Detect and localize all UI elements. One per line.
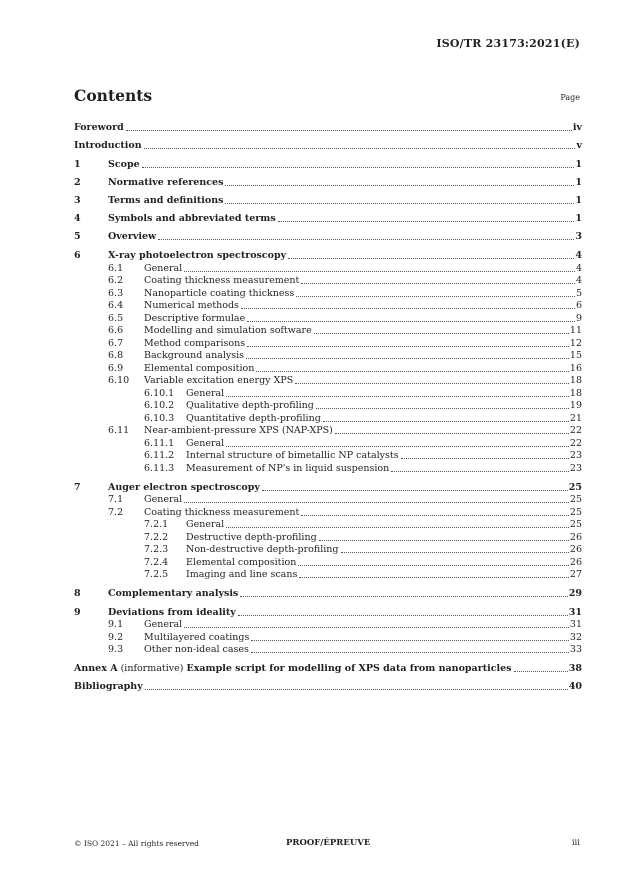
toc-entry[interactable] xyxy=(74,213,582,225)
toc-entry[interactable] xyxy=(74,681,582,693)
dot-leader xyxy=(316,408,569,409)
dot-leader xyxy=(288,258,574,259)
toc-entry-page[interactable]: 26 xyxy=(569,557,582,568)
toc-entry[interactable] xyxy=(74,482,582,494)
toc-entry-title[interactable]: Other non-ideal cases xyxy=(144,644,249,655)
toc-entry-number: 7.2.5 xyxy=(144,569,169,580)
toc-entry-annex-type: (informative) xyxy=(120,663,184,674)
toc-entry[interactable] xyxy=(74,494,582,506)
toc-entry-title[interactable]: Quantitative depth-profiling xyxy=(186,413,321,424)
toc-entry[interactable] xyxy=(74,313,582,325)
toc-entry-page[interactable]: 5 xyxy=(575,288,582,299)
dot-leader xyxy=(247,346,569,347)
toc-entry[interactable] xyxy=(74,325,582,337)
toc-entry-number: 7.2.4 xyxy=(144,557,169,568)
dot-leader xyxy=(514,671,568,672)
toc-entry-number: 7.2 xyxy=(108,507,124,518)
toc-entry-title[interactable]: Imaging and line scans xyxy=(186,569,298,580)
toc-entry-title[interactable]: Symbols and abbreviated terms xyxy=(108,213,276,224)
toc-entry-page[interactable]: 4 xyxy=(575,275,582,286)
toc-entry[interactable] xyxy=(74,413,582,425)
toc-entry-number: 1 xyxy=(74,159,81,170)
toc-entry-number: 6.11.1 xyxy=(144,438,175,449)
toc-entry-title[interactable]: Background analysis xyxy=(144,350,245,361)
toc-entry-page[interactable]: 4 xyxy=(575,263,582,274)
toc-entry-page[interactable]: 25 xyxy=(568,482,582,493)
toc-entry-number: 4 xyxy=(74,213,81,224)
dot-leader xyxy=(184,627,569,628)
toc-entry[interactable] xyxy=(74,263,582,275)
toc-entry-title[interactable]: Variable excitation energy XPS xyxy=(144,375,294,386)
document-id: ISO/TR 23173:2021(E) xyxy=(436,37,580,50)
dot-leader xyxy=(225,203,574,204)
toc-entry[interactable] xyxy=(74,507,582,519)
toc-entry-page[interactable]: 16 xyxy=(569,363,582,374)
toc-entry-page[interactable]: 25 xyxy=(569,507,582,518)
toc-entry-title[interactable]: General xyxy=(186,519,225,530)
toc-entry-page[interactable]: 1 xyxy=(575,213,582,224)
dot-leader xyxy=(241,308,575,309)
toc-entry-number: 6.11.2 xyxy=(144,450,175,461)
toc-entry-page[interactable]: 22 xyxy=(569,438,582,449)
toc-entry-number: 6.7 xyxy=(108,338,124,349)
toc-entry[interactable] xyxy=(74,159,582,171)
dot-leader xyxy=(145,689,568,690)
toc-entry-number: 6.5 xyxy=(108,313,124,324)
toc-entry-title[interactable]: Modelling and simulation software xyxy=(144,325,312,336)
toc-entry[interactable] xyxy=(74,663,582,675)
toc-entry-page[interactable]: 23 xyxy=(569,450,582,461)
toc-entry-title[interactable]: Introduction xyxy=(74,140,142,151)
toc-entry-number: 6.8 xyxy=(108,350,124,361)
dot-leader xyxy=(314,333,569,334)
toc-entry-page[interactable]: 6 xyxy=(575,300,582,311)
toc-entry[interactable] xyxy=(74,607,582,619)
toc-entry-page[interactable]: 33 xyxy=(569,644,582,655)
toc-entry-page[interactable]: 22 xyxy=(569,425,582,436)
toc-entry-title[interactable]: Coating thickness measurement xyxy=(144,507,300,518)
toc-entry-number: 7 xyxy=(74,482,81,493)
dot-leader xyxy=(246,358,569,359)
toc-entry-title[interactable]: Auger electron spectroscopy xyxy=(108,482,260,493)
toc-entry[interactable] xyxy=(74,350,582,362)
toc-entry-page[interactable]: iv xyxy=(572,122,582,133)
toc-entry-number: 5 xyxy=(74,231,81,242)
dot-leader xyxy=(247,321,575,322)
toc-entry[interactable] xyxy=(74,231,582,243)
dot-leader xyxy=(301,283,575,284)
toc-entry-title[interactable]: Complementary analysis xyxy=(108,588,239,599)
dot-leader xyxy=(296,296,575,297)
dot-leader xyxy=(401,458,569,459)
toc-entry-title[interactable]: Measurement of NP's in liquid suspension xyxy=(186,463,390,474)
toc-entry-page[interactable]: 18 xyxy=(569,388,582,399)
toc-entry-page[interactable]: 38 xyxy=(568,663,582,674)
toc-entry[interactable] xyxy=(74,250,582,262)
toc-entry-page[interactable]: 19 xyxy=(569,400,582,411)
toc-entry[interactable] xyxy=(74,177,582,189)
toc-entry[interactable] xyxy=(74,644,582,656)
toc-entry-number: 7.2.1 xyxy=(144,519,169,530)
toc-entry-title[interactable]: Method comparisons xyxy=(144,338,246,349)
toc-entry-number: 6.10.2 xyxy=(144,400,175,411)
toc-entry-number: 9 xyxy=(74,607,81,618)
dot-leader xyxy=(144,148,576,149)
toc-entry-page[interactable]: 25 xyxy=(569,494,582,505)
toc-entry-title[interactable]: Elemental composition xyxy=(144,363,255,374)
toc-entry-number: 7.2.3 xyxy=(144,544,169,555)
toc-entry-title[interactable]: General xyxy=(144,494,183,505)
toc-entry-title[interactable]: Normative references xyxy=(108,177,224,188)
toc-entry-page[interactable]: 31 xyxy=(569,619,582,630)
toc-entry-page[interactable]: 9 xyxy=(575,313,582,324)
toc-entry[interactable] xyxy=(74,463,582,475)
toc-entry-number: 6.1 xyxy=(108,263,124,274)
toc-entry-number: 6.11 xyxy=(108,425,130,436)
toc-entry-page[interactable]: 31 xyxy=(568,607,582,618)
toc-entry-title[interactable]: Internal structure of bimetallic NP catalysts xyxy=(186,450,399,461)
toc-entry-title[interactable]: General xyxy=(144,619,183,630)
dot-leader xyxy=(126,130,572,131)
dot-leader xyxy=(299,577,569,578)
dot-leader xyxy=(319,540,569,541)
toc-entry[interactable] xyxy=(74,122,582,134)
dot-leader xyxy=(298,565,569,566)
toc-entry-title[interactable]: Deviations from ideality xyxy=(108,607,236,618)
toc-entry-page[interactable]: 15 xyxy=(569,350,582,361)
toc-entry-number: 7.1 xyxy=(108,494,124,505)
toc-entry[interactable] xyxy=(74,140,582,152)
toc-entry[interactable] xyxy=(74,569,582,581)
toc-entry-title[interactable]: Non-destructive depth-profiling xyxy=(186,544,339,555)
toc-entry[interactable] xyxy=(74,300,582,312)
dot-leader xyxy=(251,652,569,653)
toc-entry-page[interactable]: 11 xyxy=(569,325,582,336)
toc-entry[interactable] xyxy=(74,438,582,450)
toc-entry-number: 6.6 xyxy=(108,325,124,336)
contents-title: Contents xyxy=(74,86,153,105)
dot-leader xyxy=(323,421,569,422)
toc-entry-number: 7.2.2 xyxy=(144,532,169,543)
toc-entry-page[interactable]: 40 xyxy=(568,681,582,692)
toc-entry[interactable] xyxy=(74,519,582,531)
toc-entry-title[interactable]: Elemental composition xyxy=(186,557,297,568)
toc-entry-number: 9.1 xyxy=(108,619,124,630)
dot-leader xyxy=(391,471,569,472)
toc-entry-title[interactable]: Destructive depth-profiling xyxy=(186,532,317,543)
toc-entry-page[interactable]: 23 xyxy=(569,463,582,474)
toc-entry-page[interactable]: 29 xyxy=(568,588,582,599)
toc-entry-page[interactable]: v xyxy=(576,140,582,151)
toc-entry-page[interactable]: 26 xyxy=(569,544,582,555)
dot-leader xyxy=(256,371,569,372)
toc-entry-page[interactable]: 1 xyxy=(575,177,582,188)
toc-entry-title[interactable]: Scope xyxy=(108,159,140,170)
dot-leader xyxy=(295,383,569,384)
toc-entry-number: 8 xyxy=(74,588,81,599)
toc-entry[interactable] xyxy=(74,288,582,300)
toc-entry-title[interactable]: General xyxy=(186,438,225,449)
dot-leader xyxy=(240,596,567,597)
toc-entry-number: 6.4 xyxy=(108,300,124,311)
footer-copyright: © ISO 2021 – All rights reserved xyxy=(74,839,199,848)
dot-leader xyxy=(278,221,575,222)
toc-entry-number: Annex A xyxy=(74,663,118,674)
toc-entry-number: 2 xyxy=(74,177,81,188)
toc-entry[interactable] xyxy=(74,544,582,556)
dot-leader xyxy=(262,490,568,491)
dot-leader xyxy=(335,433,569,434)
toc-entry-number: 6.2 xyxy=(108,275,124,286)
toc-entry-number: 6.10.1 xyxy=(144,388,175,399)
toc-entry-page[interactable]: 18 xyxy=(569,375,582,386)
toc-entry-title[interactable]: Multilayered coatings xyxy=(144,632,250,643)
toc-entry-title[interactable]: Bibliography xyxy=(74,681,143,692)
toc-entry-title[interactable]: Qualitative depth-profiling xyxy=(186,400,314,411)
toc-entry[interactable] xyxy=(74,632,582,644)
footer-proof-label: PROOF/ÉPREUVE xyxy=(286,838,371,848)
toc-entry-title[interactable]: Nanoparticle coating thickness xyxy=(144,288,295,299)
dot-leader xyxy=(341,552,569,553)
toc-entry[interactable] xyxy=(74,588,582,600)
toc-entry-title[interactable]: Coating thickness measurement xyxy=(144,275,300,286)
toc-entry-title[interactable]: Example script for modelling of XPS data from nanoparticles xyxy=(186,663,512,674)
toc-entry[interactable] xyxy=(74,363,582,375)
toc-entry-number: 6.9 xyxy=(108,363,124,374)
toc-entry[interactable] xyxy=(74,388,582,400)
toc-entry-title[interactable]: Descriptive formulae xyxy=(144,313,246,324)
toc-entry-page[interactable]: 27 xyxy=(569,569,582,580)
toc-entry-number: 9.2 xyxy=(108,632,124,643)
toc-entry[interactable] xyxy=(74,425,582,437)
toc-entry-page[interactable]: 4 xyxy=(575,250,582,261)
toc-entry-page[interactable]: 1 xyxy=(575,195,582,206)
dot-leader xyxy=(158,239,574,240)
toc-entry-page[interactable]: 25 xyxy=(569,519,582,530)
dot-leader xyxy=(225,185,574,186)
toc-entry[interactable] xyxy=(74,557,582,569)
toc-entry-page[interactable]: 21 xyxy=(569,413,582,424)
toc-entry-title[interactable]: Foreword xyxy=(74,122,124,133)
toc-entry-title[interactable]: Overview xyxy=(108,231,157,242)
page-column-label: Page xyxy=(560,93,580,102)
dot-leader xyxy=(226,446,569,447)
toc-entry[interactable] xyxy=(74,375,582,387)
toc-entry-page[interactable]: 26 xyxy=(569,532,582,543)
toc-entry-number: 6.10.3 xyxy=(144,413,175,424)
toc-entry-page[interactable]: 12 xyxy=(569,338,582,349)
toc-entry-number: 6.11.3 xyxy=(144,463,175,474)
page-footer xyxy=(74,838,580,850)
toc-entry[interactable] xyxy=(74,275,582,287)
toc-entry[interactable] xyxy=(74,450,582,462)
toc-entry-title[interactable]: General xyxy=(144,263,183,274)
dot-leader xyxy=(142,167,575,168)
toc-entry-page[interactable]: 1 xyxy=(575,159,582,170)
toc-entry[interactable] xyxy=(74,619,582,631)
toc-entry[interactable] xyxy=(74,400,582,412)
dot-leader xyxy=(251,640,569,641)
toc-entry[interactable] xyxy=(74,532,582,544)
dot-leader xyxy=(184,271,575,272)
dot-leader xyxy=(301,515,569,516)
toc-entry-title[interactable]: X-ray photoelectron spectroscopy xyxy=(108,250,287,261)
toc-entry-page[interactable]: 3 xyxy=(575,231,582,242)
dot-leader xyxy=(238,615,568,616)
footer-page-number: iii xyxy=(571,838,580,848)
toc-entry-page[interactable]: 32 xyxy=(569,632,582,643)
toc-entry-title[interactable]: Near-ambient-pressure XPS (NAP-XPS) xyxy=(144,425,333,436)
toc-entry-number: 6 xyxy=(74,250,81,261)
toc-entry-title[interactable]: Numerical methods xyxy=(144,300,239,311)
toc-entry-number: 6.10 xyxy=(108,375,130,386)
dot-leader xyxy=(226,527,569,528)
dot-leader xyxy=(184,502,569,503)
toc-entry-number: 6.3 xyxy=(108,288,124,299)
toc-entry-title[interactable]: General xyxy=(186,388,225,399)
dot-leader xyxy=(226,396,569,397)
toc-entry[interactable] xyxy=(74,338,582,350)
toc-entry-number: 3 xyxy=(74,195,81,206)
toc-entry-number: 9.3 xyxy=(108,644,124,655)
toc-entry-title[interactable]: Terms and definitions xyxy=(108,195,224,206)
toc-entry[interactable] xyxy=(74,195,582,207)
